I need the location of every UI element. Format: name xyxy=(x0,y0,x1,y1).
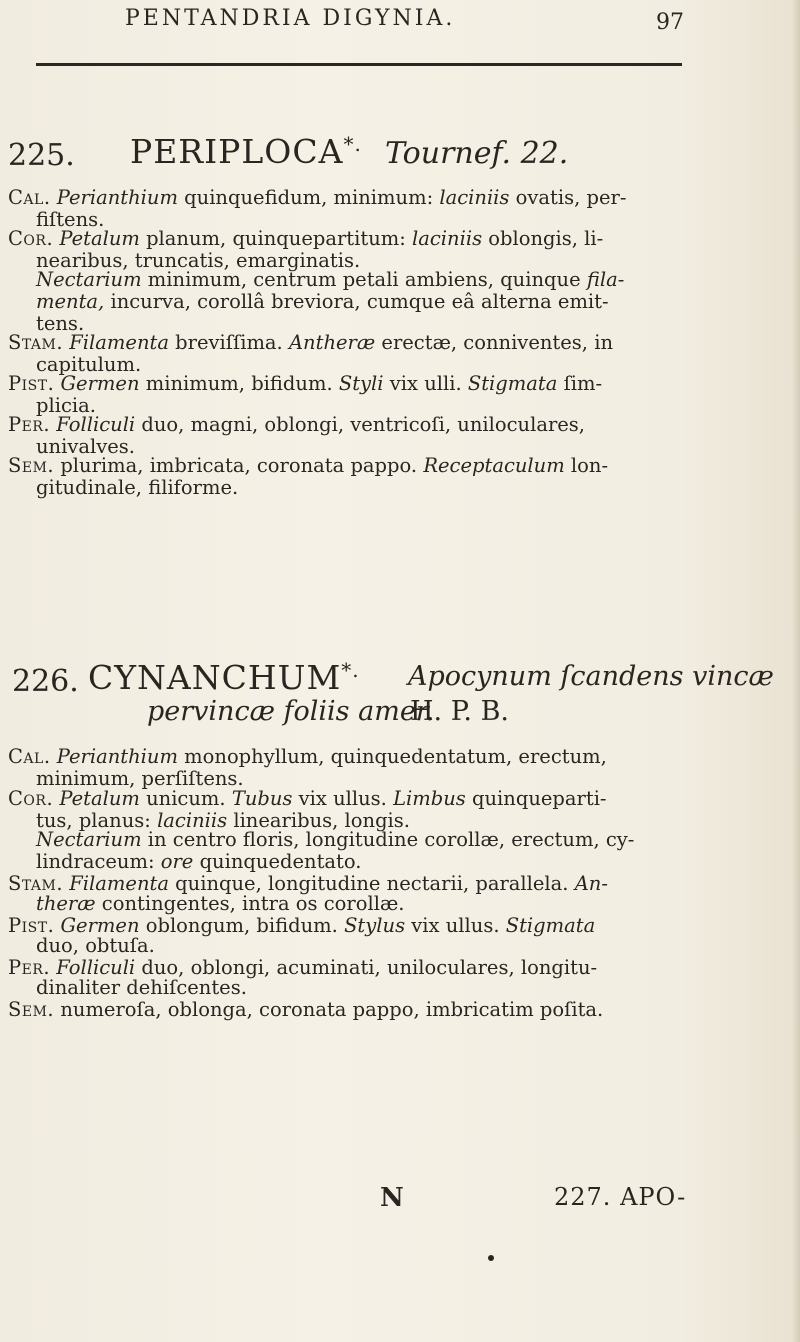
signature-mark: N xyxy=(380,1183,404,1213)
description-text: minimum, perſiſtens. xyxy=(36,767,244,790)
description-line xyxy=(36,269,624,291)
organ-label: Cal. xyxy=(8,186,51,209)
running-head: PENTANDRIA DIGYNIA. xyxy=(125,6,456,31)
genus-star: *. xyxy=(343,132,362,156)
organ-label: Stam. xyxy=(8,331,64,354)
description-line xyxy=(36,893,404,915)
description-text: Petalum planum, quinquepartitum: laciniis oblongis, li- xyxy=(59,227,604,250)
description-line xyxy=(8,746,607,768)
description-text: theræ contingentes, intra os corollæ. xyxy=(36,892,405,915)
organ-label: Sem. xyxy=(8,998,55,1021)
description-text: Germen minimum, bifidum. Styli vix ulli. Stigmata ſim- xyxy=(60,372,603,395)
description-line xyxy=(36,291,609,313)
description-text: tens. xyxy=(36,312,85,335)
catchword: 227. APO- xyxy=(554,1183,687,1211)
genus-name: CYNANCHUM*. xyxy=(88,658,360,697)
description-text: lindraceum: ore quinquedentato. xyxy=(36,850,362,873)
description-text: nearibus, truncatis, emarginatis. xyxy=(36,249,361,272)
description-text: Filamenta breviſſima. Antheræ erectæ, conniventes, in xyxy=(69,331,614,354)
description-text: univalves. xyxy=(36,435,135,458)
description-text: Germen oblongum, bifidum. Stylus vix ullus. Stigmata xyxy=(60,914,596,937)
description-line xyxy=(8,999,603,1021)
description-text: menta, incurva, corollâ breviora, cumque eâ alterna emit- xyxy=(36,290,609,313)
description-line xyxy=(8,228,603,250)
page-edge-shadow xyxy=(792,0,800,1342)
description-text: Folliculi duo, magni, oblongi, ventricoſi, uniloculares, xyxy=(56,413,586,436)
description-text: Folliculi duo, oblongi, acuminati, uniloculares, longitu- xyxy=(56,956,598,979)
genus-reference: Apocynum ſcandens vincæ xyxy=(408,661,774,692)
genus-star: *. xyxy=(341,658,360,682)
description-text: plicia. xyxy=(36,394,96,417)
genus-reference: Tournef. 22. xyxy=(385,136,569,171)
description-text: Nectarium minimum, centrum petali ambiens, quinque fila- xyxy=(36,268,625,291)
description-text: Filamenta quinque, longitudine nectarii, parallela. An- xyxy=(69,872,608,895)
genus-number: 225. xyxy=(8,138,75,173)
description-line xyxy=(36,477,238,499)
description-text: duo, obtuſa. xyxy=(36,934,155,957)
organ-label: Sem. xyxy=(8,454,55,477)
description-text: numeroſa, oblonga, coronata pappo, imbricatim poſita. xyxy=(60,998,604,1021)
genus-reference-abbrev: H. P. B. xyxy=(410,696,509,727)
genus-reference-line2: pervincæ foliis amer. xyxy=(147,696,435,727)
ink-spot xyxy=(488,1255,494,1261)
description-text: plurima, imbricata, coronata pappo. Receptaculum lon- xyxy=(60,454,609,477)
description-line xyxy=(8,373,602,395)
organ-label: Per. xyxy=(8,413,51,436)
description-line xyxy=(8,332,613,354)
description-line xyxy=(36,829,634,851)
description-line xyxy=(36,977,247,999)
description-text: gitudinale, filiforme. xyxy=(36,476,239,499)
organ-label: Pist. xyxy=(8,372,55,395)
organ-label: Cal. xyxy=(8,745,51,768)
description-text: dinaliter dehiſcentes. xyxy=(36,976,247,999)
description-text: Perianthium monophyllum, quinquedentatum, erectum, xyxy=(56,745,607,768)
genus-number: 226. xyxy=(12,664,79,699)
genus-name: PERIPLOCA*. xyxy=(130,132,362,171)
description-text: tus, planus: laciniis linearibus, longis. xyxy=(36,809,410,832)
organ-label: Pist. xyxy=(8,914,55,937)
description-line xyxy=(8,788,607,810)
description-line xyxy=(36,851,361,873)
description-line xyxy=(8,455,608,477)
organ-label: Cor. xyxy=(8,227,54,250)
description-text: capitulum. xyxy=(36,353,142,376)
description-line xyxy=(8,187,626,209)
description-text: fiſtens. xyxy=(36,208,105,231)
description-line xyxy=(36,935,155,957)
organ-label: Stam. xyxy=(8,872,64,895)
organ-label: Cor. xyxy=(8,787,54,810)
description-line xyxy=(8,414,585,436)
description-text: Petalum unicum. Tubus vix ullus. Limbus quinqueparti- xyxy=(59,787,607,810)
description-text: Nectarium in centro floris, longitudine corollæ, erectum, cy- xyxy=(36,828,635,851)
description-text: Perianthium quinquefidum, minimum: laciniis ovatis, per- xyxy=(56,186,627,209)
page-number: 97 xyxy=(656,10,684,35)
header-rule xyxy=(36,63,682,66)
organ-label: Per. xyxy=(8,956,51,979)
